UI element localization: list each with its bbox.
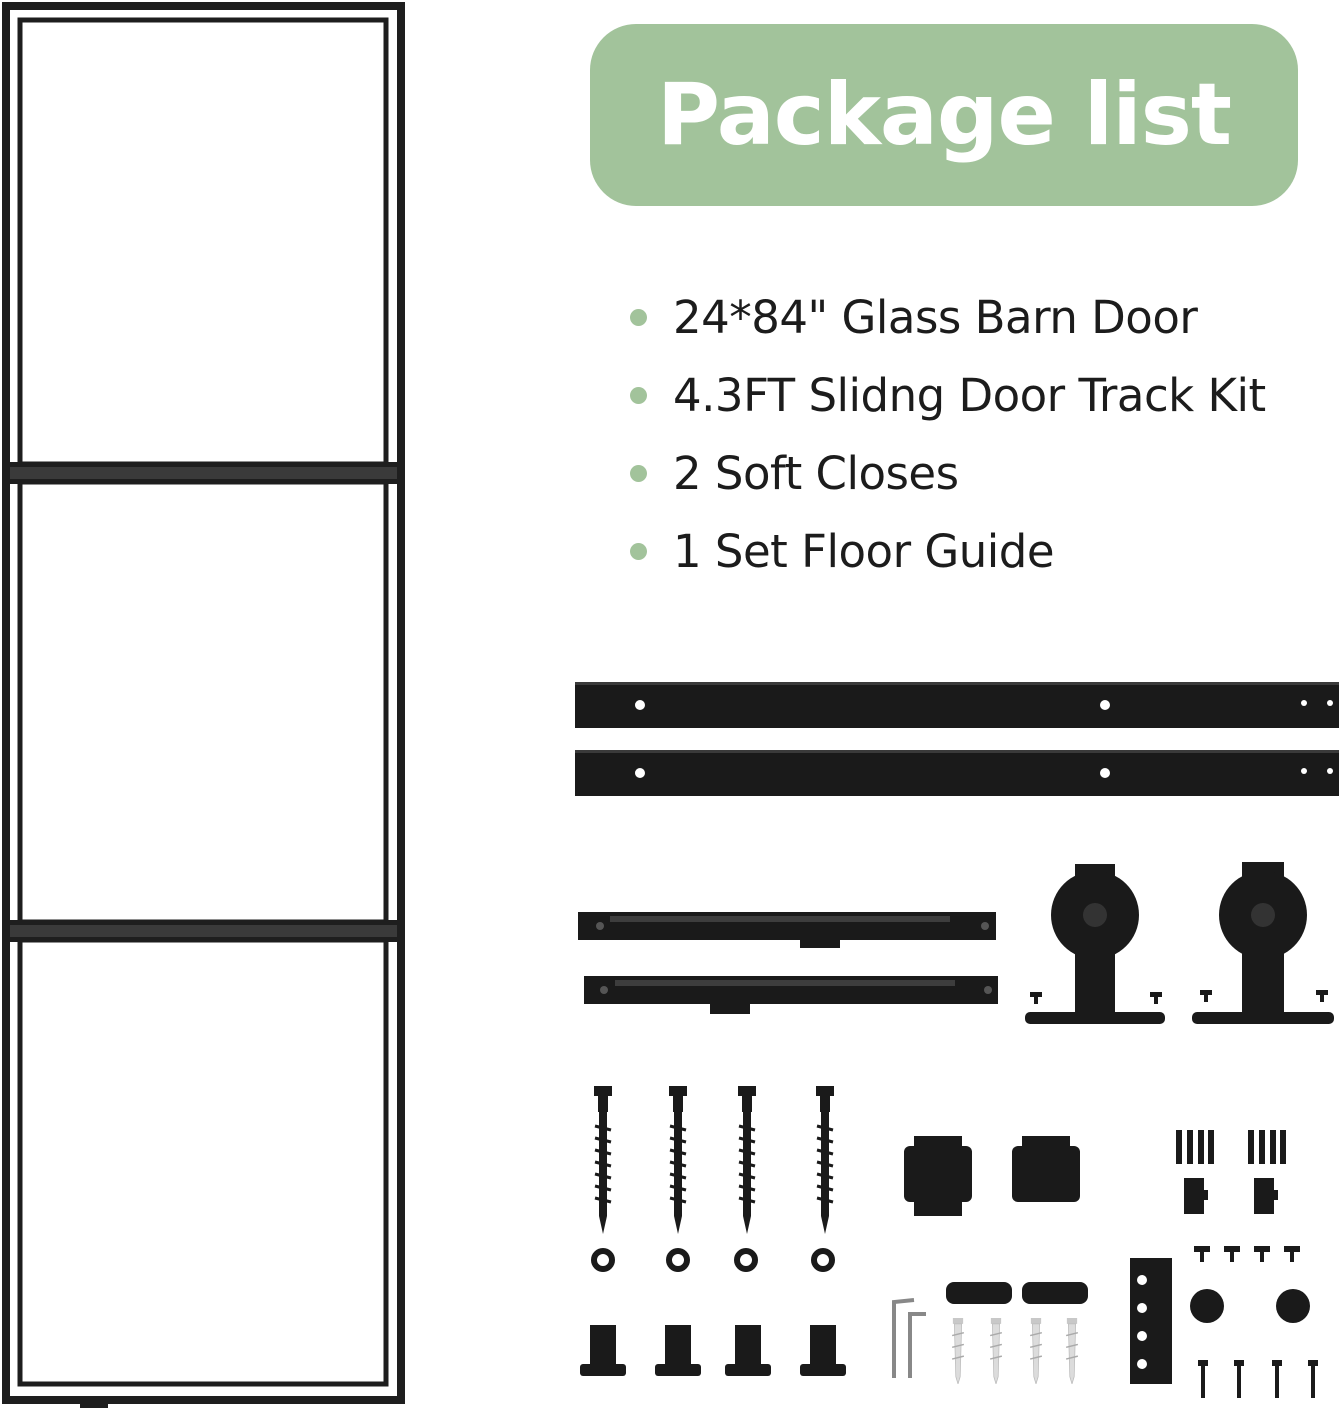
- floor-guide-icon: [1130, 1258, 1172, 1384]
- list-item-label: 2 Soft Closes: [673, 446, 959, 500]
- list-item-label: 24*84" Glass Barn Door: [673, 290, 1198, 344]
- list-item-label: 4.3FT Slidng Door Track Kit: [673, 368, 1266, 422]
- hardware-kit-illustration: [560, 670, 1343, 1411]
- wall-anchor-icon: [952, 1318, 1078, 1384]
- spacer-icon: [580, 1325, 846, 1376]
- roller-hanger-icon: [1025, 864, 1165, 1024]
- glass-barn-door-icon: [0, 0, 410, 1411]
- bullet-icon: [630, 465, 647, 482]
- package-list-badge: [590, 24, 1298, 206]
- screw-icon: [1176, 1130, 1286, 1214]
- list-item: [630, 512, 1266, 590]
- soft-close-icon: [584, 976, 998, 1014]
- bracket-icon: [946, 1282, 1088, 1304]
- page-title: Package list: [656, 65, 1232, 165]
- washer-icon: [594, 1251, 832, 1269]
- list-item: [630, 278, 1266, 356]
- roller-hanger-icon: [1192, 862, 1334, 1024]
- list-item: [630, 434, 1266, 512]
- roller-icon: [1190, 1289, 1310, 1323]
- list-item: [630, 356, 1266, 434]
- bullet-icon: [630, 543, 647, 560]
- track-rail-icon: [575, 750, 1339, 796]
- package-list: [630, 278, 1266, 590]
- list-item-label: 1 Set Floor Guide: [673, 524, 1055, 578]
- bullet-icon: [630, 309, 647, 326]
- soft-close-icon: [578, 912, 996, 948]
- hex-key-icon: [894, 1300, 926, 1378]
- lag-screw-icon: [594, 1086, 834, 1234]
- track-rail-icon: [575, 682, 1339, 728]
- stopper-icon: [904, 1136, 1080, 1216]
- bullet-icon: [630, 387, 647, 404]
